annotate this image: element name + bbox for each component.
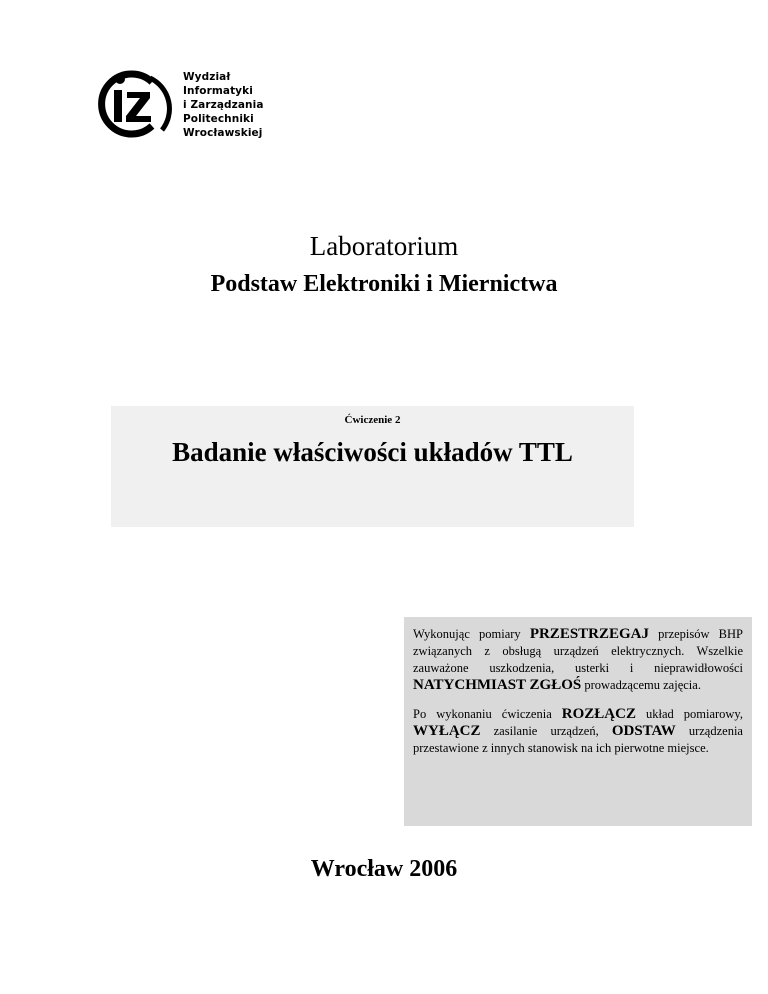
logo-line-1: Wydział bbox=[183, 71, 231, 83]
exercise-number: Ćwiczenie 2 bbox=[344, 414, 401, 426]
safety-paragraph-2 bbox=[413, 706, 743, 757]
safety-emphasis: PRZESTRZEGAJ bbox=[529, 626, 650, 642]
safety-text: prowadzącemu zajęcia. bbox=[581, 678, 701, 692]
safety-notice-box bbox=[404, 617, 752, 826]
exercise-title: Badanie właściwości układów TTL bbox=[172, 437, 573, 467]
safety-text: zasilanie urządzeń, bbox=[480, 724, 612, 738]
logo-line-5: Wrocławskiej bbox=[183, 127, 263, 139]
safety-paragraph-1 bbox=[413, 626, 743, 694]
safety-emphasis: NATYCHMIAST ZGŁOŚ bbox=[413, 677, 582, 693]
exercise-box bbox=[111, 406, 634, 527]
iz-logo-icon bbox=[80, 70, 176, 138]
safety-text: urządzenia przestawione z innych stanowisk na ich pierwotne miejsce. bbox=[413, 724, 743, 755]
safety-text: układ pomiarowy, bbox=[635, 707, 743, 721]
logo-text bbox=[183, 70, 264, 140]
lab-subtitle: Podstaw Elektroniki i Miernictwa bbox=[210, 271, 558, 297]
logo-line-4: Politechniki bbox=[183, 113, 254, 125]
lab-title: Laboratorium bbox=[309, 231, 459, 261]
safety-emphasis: ROZŁĄCZ bbox=[561, 706, 636, 722]
safety-emphasis: ODSTAW bbox=[611, 723, 676, 739]
safety-emphasis: WYŁĄCZ bbox=[413, 723, 481, 739]
faculty-logo bbox=[80, 70, 320, 140]
safety-text: Po wykonaniu ćwiczenia bbox=[413, 707, 562, 721]
logo-line-3: i Zarządzania bbox=[183, 99, 264, 111]
footer-place-date: Wrocław 2006 bbox=[310, 856, 458, 882]
safety-text: Wykonując pomiary bbox=[413, 627, 530, 641]
safety-text: przepisów BHP związanych z obsługą urządzeń elektrycznych. Wszelkie zauważone uszkodzenia, usterki i nieprawidłowości bbox=[413, 627, 743, 675]
logo-line-2: Informatyki bbox=[183, 85, 253, 97]
